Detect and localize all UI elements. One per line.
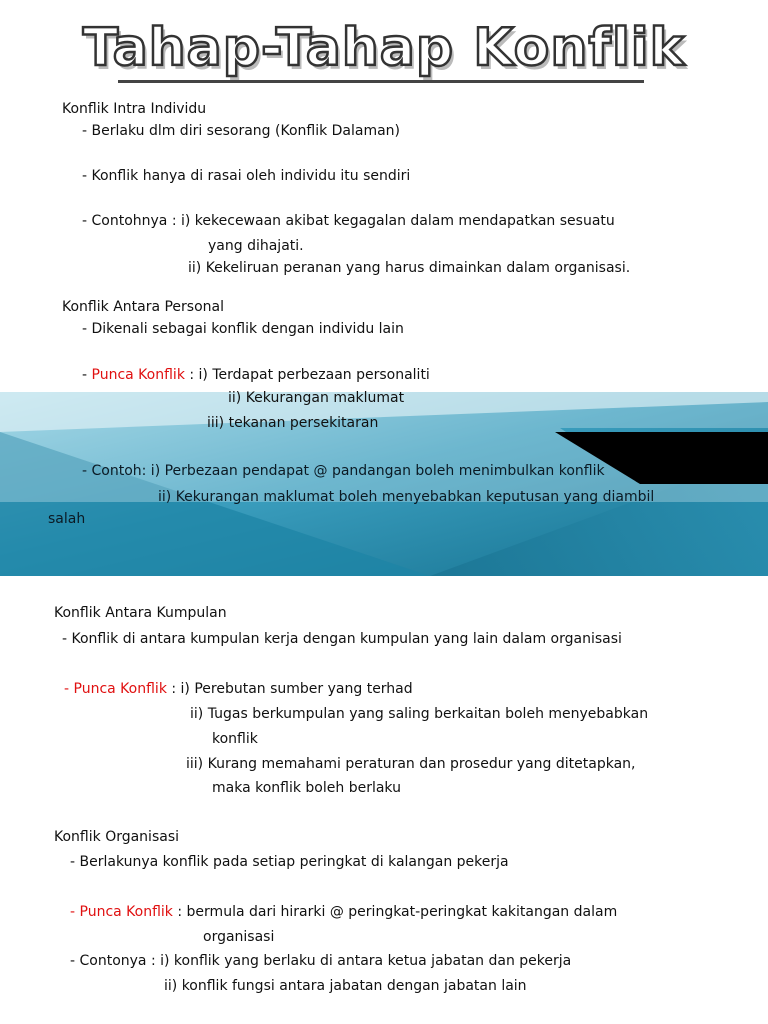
title-underline	[118, 80, 644, 83]
page-title: Tahap-Tahap Konflik	[82, 18, 686, 78]
section-line: ii) Kekurangan maklumat	[228, 390, 405, 406]
section-heading: Konflik Antara Personal	[62, 299, 225, 315]
punca-konflik-label: - Punca Konflik	[70, 904, 173, 920]
section-line: ii) konflik fungsi antara jabatan dengan jabatan lain	[164, 978, 527, 994]
section-line: ii) Tugas berkumpulan yang saling berkaitan boleh menyebabkan	[190, 706, 649, 722]
section-line: - Contohnya : i) kekecewaan akibat kegagalan dalam mendapatkan sesuatu	[82, 213, 615, 229]
punca-konflik-label: Punca Konflik	[91, 367, 185, 383]
section-line: salah	[48, 511, 86, 527]
section-line: - Contonya : i) konflik yang berlaku di antara ketua jabatan dan pekerja	[70, 953, 572, 969]
section-heading: Konflik Intra Individu	[62, 101, 207, 117]
punca-konflik-line: - Punca Konflik : i) Terdapat perbezaan personaliti	[82, 367, 430, 383]
section-line: konflik	[212, 731, 258, 747]
section-line: yang dihajati.	[208, 238, 304, 254]
cause-text: : bermula dari hirarki @ peringkat-peringkat kakitangan dalam	[177, 904, 618, 920]
section-heading: Konflik Organisasi	[54, 829, 180, 845]
punca-konflik-line: - Punca Konflik : i) Perebutan sumber yang terhad	[64, 681, 413, 697]
section-line: - Konflik hanya di rasai oleh individu itu sendiri	[82, 168, 411, 184]
section-line: ii) Kekurangan maklumat boleh menyebabkan keputusan yang diambil	[158, 489, 655, 505]
section-line: - Konflik di antara kumpulan kerja dengan kumpulan yang lain dalam organisasi	[62, 631, 622, 647]
cause-text: : i) Perebutan sumber yang terhad	[171, 681, 413, 697]
section-line: - Berlaku dlm diri sesorang (Konflik Dalaman)	[82, 123, 401, 139]
punca-konflik-line	[70, 903, 617, 921]
section-line: ii) Kekeliruan peranan yang harus dimainkan dalam organisasi.	[188, 260, 631, 276]
section-line: iii) Kurang memahami peraturan dan prosedur yang ditetapkan,	[186, 756, 636, 772]
cause-text: : i) Terdapat perbezaan personaliti	[189, 367, 430, 383]
section-line: organisasi	[203, 929, 275, 945]
section-line: - Berlakunya konflik pada setiap peringkat di kalangan pekerja	[70, 854, 509, 870]
section-heading: Konflik Antara Kumpulan	[54, 605, 227, 621]
section-line: - Contoh: i) Perbezaan pendapat @ pandangan boleh menimbulkan konflik	[82, 463, 605, 479]
decorative-band	[0, 392, 768, 576]
punca-konflik-label: Punca Konflik	[73, 681, 167, 697]
section-line: iii) tekanan persekitaran	[207, 415, 379, 431]
section-line: - Dikenali sebagai konflik dengan individu lain	[82, 321, 404, 337]
section-line: maka konflik boleh berlaku	[212, 780, 401, 796]
